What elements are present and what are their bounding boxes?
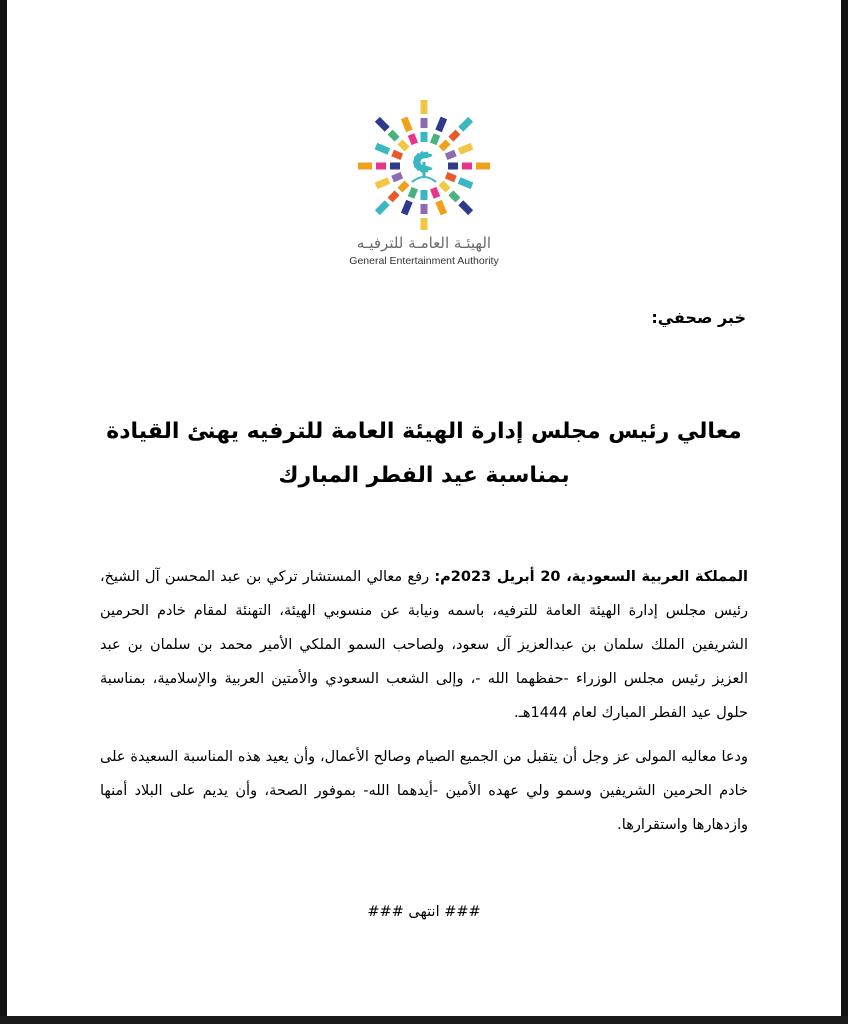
logo-ray-segment xyxy=(388,190,400,202)
gea-logo xyxy=(344,100,504,272)
logo-ray-segment xyxy=(421,204,428,214)
paragraph-2: ودعا معاليه المولى عز وجل أن يتقبل من الجميع الصيام وصالح الأعمال، وأن يعيد هذه المناسبة السعيدة على خادم الحرمين الشريفين وسمو ولي عهده الأمين -أيدهما الله- بموفور الصحة، وأن يديم على البلاد أمنها وازدهارها واستقرارها. xyxy=(100,749,748,833)
logo-ray-segment xyxy=(445,172,457,182)
logo-ray-segment xyxy=(421,218,428,230)
logo-ray-segment xyxy=(401,200,413,216)
logo-ray-segment xyxy=(430,133,440,145)
press-release-label: خبر صحفي: xyxy=(651,308,746,327)
logo-ray-segment xyxy=(448,130,460,142)
logo-english-name: General Entertainment Authority xyxy=(349,255,499,267)
logo-ray-segment xyxy=(458,143,474,155)
logo-ray-segment xyxy=(448,163,458,170)
logo-ray-segment xyxy=(375,143,391,155)
logo-ray-segment xyxy=(421,118,428,128)
logo-ray-segment xyxy=(375,117,390,132)
logo-ray-segment xyxy=(438,180,450,192)
logo-ray-segment xyxy=(391,150,403,160)
logo-ray-segment xyxy=(462,163,472,170)
bottom-edge xyxy=(0,1016,848,1024)
end-mark: ### انتهى ### xyxy=(367,904,481,920)
dateline: المملكة العربية السعودية، 20 أبريل 2023م: xyxy=(434,569,749,585)
paragraph-1-text: رفع معالي المستشار تركي بن عبد المحسن آل الشيخ، رئيس مجلس إدارة الهيئة العامة للترفيه، باسمه ونيابة عن منسوبي الهيئة، التهنئة لمقام خادم الحرمين الشريفين الملك سلمان بن عبدالعزيز آل سعود، ولصاحب السمو الملكي الأمير محمد بن سلمان بن عبد العزيز رئيس مجلس الوزراء -حفظهما الله -، وإلى الشعب السعودي والأمتين العربية والإسلامية، بمناسبة حلول عيد الفطر المبارك لعام 1444هـ. xyxy=(100,569,748,721)
logo-arabic-name: الهيئـة العامـة للترفيـه xyxy=(356,234,492,252)
logo-ray-segment xyxy=(448,190,460,202)
paragraph-1 xyxy=(100,560,748,730)
logo-ray-segment xyxy=(401,117,413,133)
logo-ray-segment xyxy=(430,187,440,199)
headline: معالي رئيس مجلس إدارة الهيئة العامة للترفيه يهنئ القيادة بمناسبة عيد الفطر المبارك xyxy=(106,419,742,488)
logo-ray-segment xyxy=(458,177,474,189)
logo-ray-segment xyxy=(390,163,400,170)
logo-ray-segment xyxy=(391,172,403,182)
logo-ray-segment xyxy=(421,190,428,200)
logo-mark-icon xyxy=(358,100,490,230)
logo-ray-segment xyxy=(397,139,409,151)
logo-ray-segment xyxy=(408,187,418,199)
logo-ray-segment xyxy=(376,163,386,170)
logo-ray-segment xyxy=(435,200,447,216)
logo-ray-segment xyxy=(421,100,428,114)
logo-ray-segment xyxy=(358,163,372,170)
logo-ray-segment xyxy=(397,180,409,192)
logo-ray-segment xyxy=(435,117,447,133)
logo-ray-segment xyxy=(421,132,428,142)
logo-ray-segment xyxy=(408,133,418,145)
logo-ray-segment xyxy=(375,200,390,215)
logo-ray-segment xyxy=(476,163,490,170)
logo-ray-segment xyxy=(375,177,391,189)
palm-emblem-icon xyxy=(412,150,436,182)
logo-ray-segment xyxy=(388,130,400,142)
logo-ray-segment xyxy=(458,117,473,132)
logo-ray-segment xyxy=(438,139,450,151)
logo-ray-segment xyxy=(458,200,473,215)
logo-ray-segment xyxy=(445,150,457,160)
